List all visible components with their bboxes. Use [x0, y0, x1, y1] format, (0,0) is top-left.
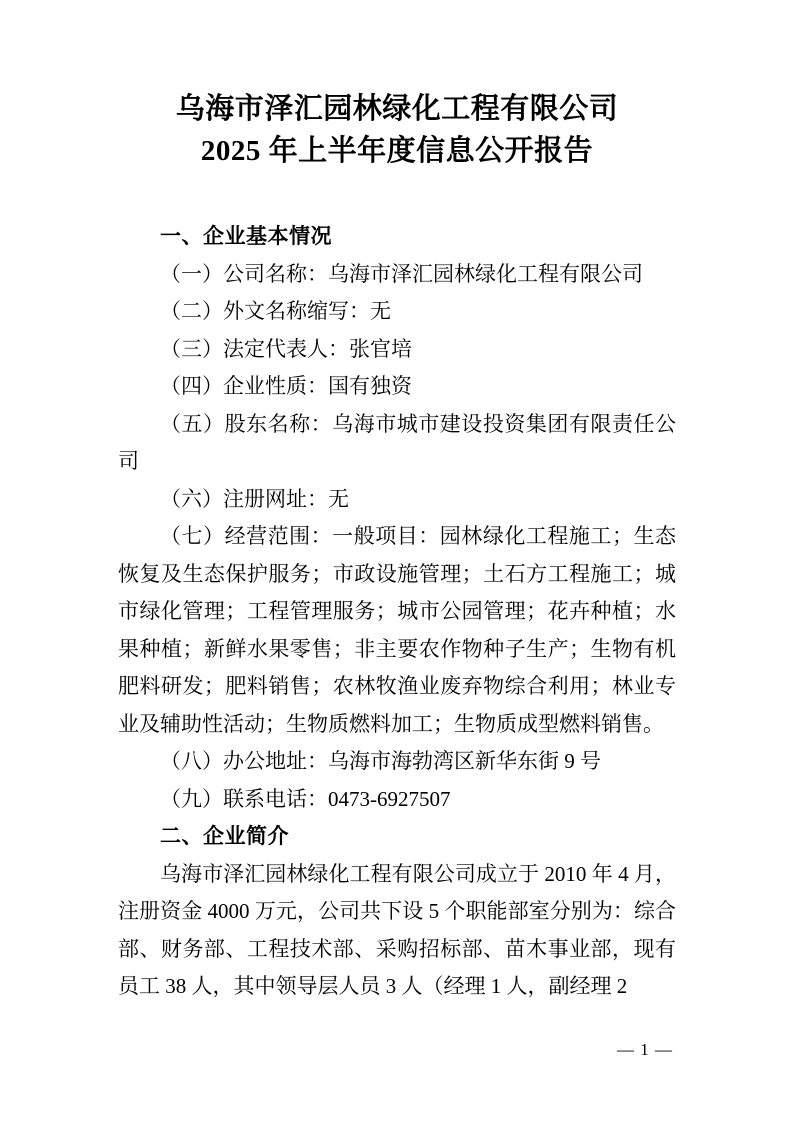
- item-foreign-name: （二）外文名称缩写：无: [160, 299, 391, 323]
- section-1-heading: 一、企业基本情况: [160, 225, 332, 248]
- title-line-1: 乌海市泽汇园林绿化工程有限公司: [175, 93, 619, 125]
- item-office-address: （八）办公地址：乌海市海勃湾区新华东街 9 号: [160, 749, 601, 773]
- document-title: [118, 88, 676, 172]
- item-registered-website: （六）注册网址：无: [160, 486, 349, 511]
- item-shareholder-name: （五）股东名称：乌海市城市建设投资集团有限责任公司: [118, 411, 676, 473]
- title-line-2: 2025 年上半年度信息公开报告: [200, 135, 594, 167]
- item-business-scope: （七）经营范围：一般项目：园林绿化工程施工；生态恢复及生态保护服务；市政设施管理；土石方工程施工；城市绿化管理；工程管理服务；城市公园管理；花卉种植；水果种植；新鲜水果零售；非主要农作物种子生产；生物有机肥料研发；肥料销售；农林牧渔业废弃物综合利用；林业专业及辅助性活动；生物质燃料加工；生物质成型燃料销售。: [118, 524, 676, 736]
- page-number: — 1 —: [617, 1040, 673, 1059]
- item-legal-representative: （三）法定代表人：张官培: [160, 336, 412, 361]
- section-2-heading: 二、企业简介: [160, 825, 289, 848]
- item-enterprise-type: （四）企业性质：国有独资: [160, 374, 412, 398]
- item-contact-phone: （九）联系电话：0473-6927507: [160, 786, 451, 811]
- company-intro-paragraph: 乌海市泽汇园林绿化工程有限公司成立于 2010 年 4 月，注册资金 4000 万元，公司共下设 5 个职能部室分别为：综合部、财务部、工程技术部、采购招标部、苗木事业部，现有员工 38 人，其中领导层人员 3 人（经理 1 人，副经理 2: [118, 861, 676, 998]
- document-body: [118, 218, 676, 1006]
- item-company-name: （一）公司名称：乌海市泽汇园林绿化工程有限公司: [160, 261, 643, 286]
